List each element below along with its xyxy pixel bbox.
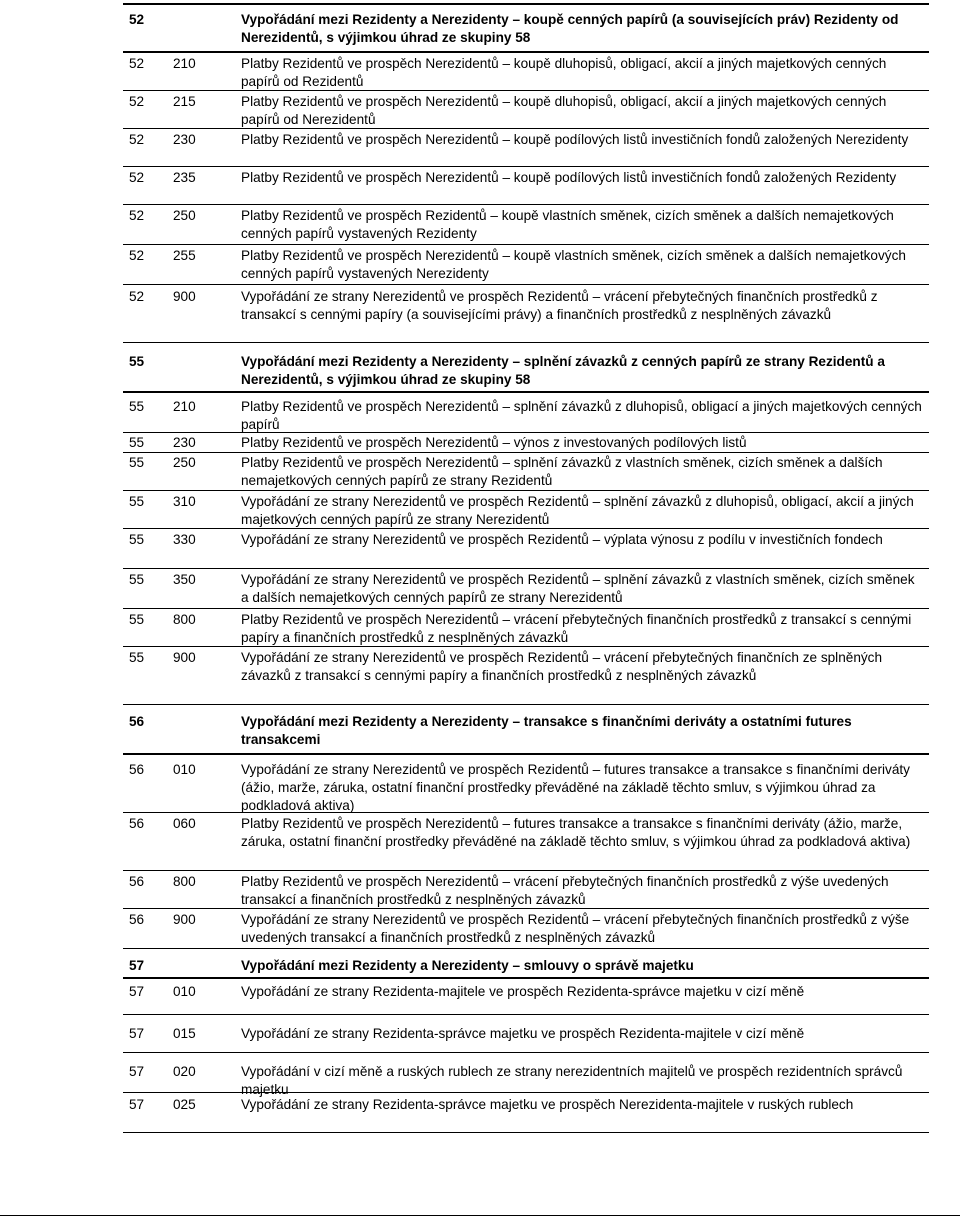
row-description: Vypořádání ze strany Rezidenta-správce majetku ve prospěch Rezidenta-majitele v cizí měně xyxy=(241,1026,805,1041)
table-row xyxy=(123,205,929,245)
row-description: Platby Rezidentů ve prospěch Nerezidentů – koupě dluhopisů, obligací, akcií a jiných majetkových cenných papírů od Nerezidentů xyxy=(241,94,887,127)
code-sub: 255 xyxy=(173,248,196,263)
row-description: Vypořádání ze strany Nerezidentů ve prospěch Rezidentů – splnění závazků z vlastních směnek, cizích směnek a dalších nemajetkových cenných papírů ze strany Nerezidentů xyxy=(241,572,915,605)
row-description: Platby Rezidentů ve prospěch Nerezidentů – výnos z investovaných podílových listů xyxy=(241,435,747,450)
table-row xyxy=(123,491,929,529)
row-code xyxy=(123,288,241,306)
table-row xyxy=(123,91,929,129)
code-group: 56 xyxy=(129,874,145,889)
code-sub: 350 xyxy=(173,572,196,587)
code-group: 57 xyxy=(129,984,145,999)
row-description: Vypořádání ze strany Nerezidentů ve prospěch Rezidentů – vrácení přebytečných finančních prostředků z transakcí s cennými papíry (a souvisejícími právy) a finančních prostředků z nesplněných závazků xyxy=(241,289,878,322)
code-group: 55 xyxy=(129,435,145,450)
group-title: Vypořádání mezi Rezidenty a Nerezidenty – smlouvy o správě majetku xyxy=(241,958,694,973)
code-group: 55 xyxy=(129,572,145,587)
row-description: Platby Rezidentů ve prospěch Nerezidentů – futures transakce a transakce s finančními deriváty (ážio, marže, záruka, ostatní finanční prostředky převáděné na základě těchto smluv, s výjimkou úhrad za podkladová aktiva) xyxy=(241,816,911,849)
row-code xyxy=(123,11,241,29)
row-description: Platby Rezidentů ve prospěch Nerezidentů – koupě podílových listů investičních fondů založených Rezidenty xyxy=(241,170,897,185)
table-row xyxy=(123,129,929,167)
row-code xyxy=(123,911,241,929)
code-sub: 230 xyxy=(173,435,196,450)
row-code xyxy=(123,815,241,833)
row-description: Vypořádání v cizí měně a ruských rublech ze strany nerezidentních majitelů ve prospěch rezidentních správců majetku xyxy=(241,1064,903,1097)
code-sub: 210 xyxy=(173,399,196,414)
code-group: 52 xyxy=(129,56,145,71)
code-sub: 800 xyxy=(173,874,196,889)
code-group: 56 xyxy=(129,912,145,927)
table-row xyxy=(123,609,929,647)
table-row xyxy=(123,285,929,343)
row-code xyxy=(123,454,241,472)
code-sub: 230 xyxy=(173,132,196,147)
table-row xyxy=(123,433,929,453)
group-title: Vypořádání mezi Rezidenty a Nerezidenty – splnění závazků z cenných papírů ze strany Rezidentů a Nerezidentů, s výjimkou úhrad ze skupiny 58 xyxy=(241,354,885,387)
row-code xyxy=(123,131,241,149)
group-row xyxy=(123,343,929,393)
code-group: 52 xyxy=(129,289,145,304)
code-table xyxy=(123,3,929,1133)
code-group: 52 xyxy=(129,132,145,147)
table-row xyxy=(123,453,929,491)
row-code xyxy=(123,247,241,265)
row-description: Vypořádání ze strany Nerezidentů ve prospěch Rezidentů – futures transakce a transakce s finančními deriváty (ážio, marže, záruka, ostatní finanční prostředky převáděné na základě těchto smluv, s výjimkou úhrad za podkladová aktiva) xyxy=(241,762,910,813)
row-code xyxy=(123,1063,241,1081)
code-group: 52 xyxy=(129,248,145,263)
row-code xyxy=(123,93,241,111)
code-group: 55 xyxy=(129,532,145,547)
code-sub: 250 xyxy=(173,455,196,470)
table-row xyxy=(123,979,929,1015)
code-sub: 010 xyxy=(173,984,196,999)
row-code xyxy=(123,761,241,779)
group-title: Vypořádání mezi Rezidenty a Nerezidenty – koupě cenných papírů (a souvisejících práv) Rezidenty od Nerezidentů, s výjimkou úhrad ze skupiny 58 xyxy=(241,12,899,45)
code-sub: 800 xyxy=(173,612,196,627)
table-row xyxy=(123,1093,929,1133)
row-description: Platby Rezidentů ve prospěch Rezidentů – koupě vlastních směnek, cizích směnek a dalších nemajetkových cenných papírů vystavených Rezidenty xyxy=(241,208,894,241)
row-code xyxy=(123,983,241,1001)
row-code xyxy=(123,713,241,731)
code-sub: 210 xyxy=(173,56,196,71)
group-row xyxy=(123,705,929,755)
code-group: 56 xyxy=(129,762,145,777)
code-group: 55 xyxy=(129,354,145,369)
code-group: 55 xyxy=(129,650,145,665)
code-group: 55 xyxy=(129,455,145,470)
row-description: Vypořádání ze strany Nerezidentů ve prospěch Rezidentů – výplata výnosu z podílu v investičních fondech xyxy=(241,532,883,547)
table-row xyxy=(123,1015,929,1053)
row-description: Platby Rezidentů ve prospěch Nerezidentů – vrácení přebytečných finančních prostředků z transakcí s cennými papíry a finančních prostředků z nesplněných závazků xyxy=(241,612,912,645)
code-sub: 235 xyxy=(173,170,196,185)
table-row xyxy=(123,167,929,205)
row-code xyxy=(123,873,241,891)
code-group: 52 xyxy=(129,208,145,223)
row-description: Vypořádání ze strany Nerezidentů ve prospěch Rezidentů – vrácení přebytečných finančních ze splněných závazků z transakcí s cennými papíry a finančních prostředků z nesplněných závazků xyxy=(241,650,883,683)
row-code xyxy=(123,1096,241,1114)
table-row xyxy=(123,909,929,949)
code-group: 57 xyxy=(129,1064,145,1079)
code-sub: 020 xyxy=(173,1064,196,1079)
row-code xyxy=(123,353,241,371)
row-code xyxy=(123,611,241,629)
code-sub: 010 xyxy=(173,762,196,777)
row-description: Platby Rezidentů ve prospěch Nerezidentů – koupě dluhopisů, obligací, akcií a jiných majetkových cenných papírů od Rezidentů xyxy=(241,56,887,89)
table-row xyxy=(123,1053,929,1097)
group-row xyxy=(123,949,929,979)
row-code xyxy=(123,207,241,225)
row-description: Platby Rezidentů ve prospěch Nerezidentů – splnění závazků z dluhopisů, obligací a jiných majetkových cenných papírů xyxy=(241,399,922,432)
row-code xyxy=(123,649,241,667)
code-sub: 215 xyxy=(173,94,196,109)
table-row xyxy=(123,569,929,609)
row-description: Vypořádání ze strany Rezidenta-správce majetku ve prospěch Nerezidenta-majitele v ruských rublech xyxy=(241,1097,854,1112)
code-group: 52 xyxy=(129,94,145,109)
group-row xyxy=(123,3,929,53)
code-sub: 015 xyxy=(173,1026,196,1041)
row-description: Vypořádání ze strany Nerezidentů ve prospěch Rezidentů – splnění závazků z dluhopisů, obligací, akcií a jiných majetkových cenných papírů ze strany Nerezidentů xyxy=(241,494,914,527)
table-row xyxy=(123,245,929,285)
table-row xyxy=(123,393,929,433)
row-description: Platby Rezidentů ve prospěch Nerezidentů – splnění závazků z vlastních směnek, cizích směnek a dalších nemajetkových cenných papírů ze strany Rezidentů xyxy=(241,455,883,488)
row-description: Vypořádání ze strany Rezidenta-majitele ve prospěch Rezidenta-správce majetku v cizí měně xyxy=(241,984,805,999)
row-code xyxy=(123,571,241,589)
code-group: 55 xyxy=(129,612,145,627)
page-bottom-rule xyxy=(0,1215,960,1216)
row-code xyxy=(123,1025,241,1043)
table-row xyxy=(123,813,929,871)
table-row xyxy=(123,871,929,909)
code-sub: 250 xyxy=(173,208,196,223)
code-sub: 900 xyxy=(173,650,196,665)
code-group: 52 xyxy=(129,170,145,185)
code-group: 52 xyxy=(129,12,145,27)
code-sub: 900 xyxy=(173,912,196,927)
row-code xyxy=(123,434,241,452)
code-group: 56 xyxy=(129,714,145,729)
row-code xyxy=(123,169,241,187)
row-code xyxy=(123,398,241,416)
row-code xyxy=(123,55,241,73)
row-code xyxy=(123,493,241,511)
code-group: 57 xyxy=(129,1097,145,1112)
row-description: Platby Rezidentů ve prospěch Nerezidentů – koupě podílových listů investičních fondů založených Nerezidenty xyxy=(241,132,909,147)
table-row xyxy=(123,647,929,705)
code-group: 56 xyxy=(129,816,145,831)
code-sub: 060 xyxy=(173,816,196,831)
code-group: 57 xyxy=(129,958,145,973)
code-sub: 025 xyxy=(173,1097,196,1112)
code-group: 57 xyxy=(129,1026,145,1041)
group-title: Vypořádání mezi Rezidenty a Nerezidenty – transakce s finančními deriváty a ostatními futures transakcemi xyxy=(241,714,852,747)
code-sub: 310 xyxy=(173,494,196,509)
table-row xyxy=(123,529,929,569)
row-code xyxy=(123,957,241,975)
code-group: 55 xyxy=(129,399,145,414)
table-row xyxy=(123,53,929,91)
code-sub: 330 xyxy=(173,532,196,547)
row-description: Vypořádání ze strany Nerezidentů ve prospěch Rezidentů – vrácení přebytečných finančních prostředků z výše uvedených transakcí a finančních prostředků z nesplněných závazků xyxy=(241,912,910,945)
row-code xyxy=(123,531,241,549)
row-description: Platby Rezidentů ve prospěch Nerezidentů – vrácení přebytečných finančních prostředků z výše uvedených transakcí a finančních prostředků z nesplněných závazků xyxy=(241,874,889,907)
row-description: Platby Rezidentů ve prospěch Nerezidentů – koupě vlastních směnek, cizích směnek a dalších nemajetkových cenných papírů vystavených Nerezidenty xyxy=(241,248,906,281)
table-row xyxy=(123,755,929,813)
code-group: 55 xyxy=(129,494,145,509)
code-sub: 900 xyxy=(173,289,196,304)
